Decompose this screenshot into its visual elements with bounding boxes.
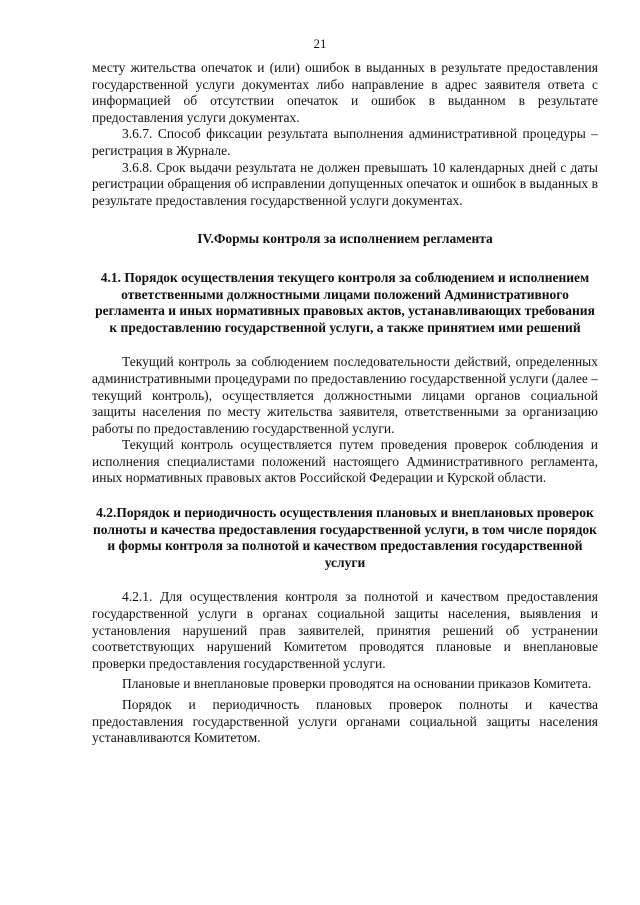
paragraph-3-6-8: 3.6.8. Срок выдачи результата не должен превышать 10 календарных дней с даты регистрации обращения об исправлении допущенных опечаток и ошибок в выданных в результате предоставления государственной услуги документах. <box>92 159 598 208</box>
paragraph-4-1-a: Текущий контроль за соблюдением последовательности действий, определенных административными процедурами по предоставлению государственной услуги (далее – текущий контроль), осуществляется должностными лицами органов социальной защиты населения по месту жительства заявителя, ответственными за организацию работы по предоставлению государственной услуги. <box>92 354 598 436</box>
document-body <box>92 60 598 747</box>
paragraph-4-1-b: Текущий контроль осуществляется путем проведения проверок соблюдения и исполнения специалистами положений настоящего Административного регламента, иных нормативных правовых актов Российской Федерации и Курской области. <box>92 437 598 486</box>
subsection-4-1-heading: 4.1. Порядок осуществления текущего контроля за соблюдением и исполнением ответственными должностными лицами положений Административного регламента и иных нормативных правовых актов, устанавливающих требования к предоставлению государственной услуги, а также принятием ими решений <box>95 269 595 335</box>
subsection-4-2-heading: 4.2.Порядок и периодичность осуществления плановых и внеплановых проверок полноты и качества предоставления государственной услуги, в том числе порядок и формы контроля за полнотой и качеством предоставления государственной услуги <box>93 505 597 570</box>
paragraph-4-2-b: Плановые и внеплановые проверки проводятся на основании приказов Комитета. <box>122 676 592 692</box>
paragraph-4-2-c: Порядок и периодичность плановых проверок полноты и качества предоставления государственной услуги органами социальной защиты населения устанавливаются Комитетом. <box>92 697 598 746</box>
paragraph-3-6-7: 3.6.7. Способ фиксации результата выполнения административной процедуры – регистрация в Журнале. <box>92 126 598 158</box>
page-number: 21 <box>313 36 327 51</box>
paragraph-continuation: месту жительства опечаток и (или) ошибок в выданных в результате предоставления государственной услуги документах либо направление в адрес заявителя ответа с информацией об отсутствии опечаток и ошибок в выданном в результате предоставления услуги документах. <box>92 60 598 125</box>
paragraph-4-2-1: 4.2.1. Для осуществления контроля за полнотой и качеством предоставления государственной услуги в органах социальной защиты населения, выявления и установления нарушений прав заявителей, принятия решений об устранении соответствующих нарушений Комитетом проводятся плановые и внеплановые проверки предоставления государственной услуги. <box>92 589 598 671</box>
section-heading: IV.Формы контроля за исполнением регламента <box>197 231 493 247</box>
